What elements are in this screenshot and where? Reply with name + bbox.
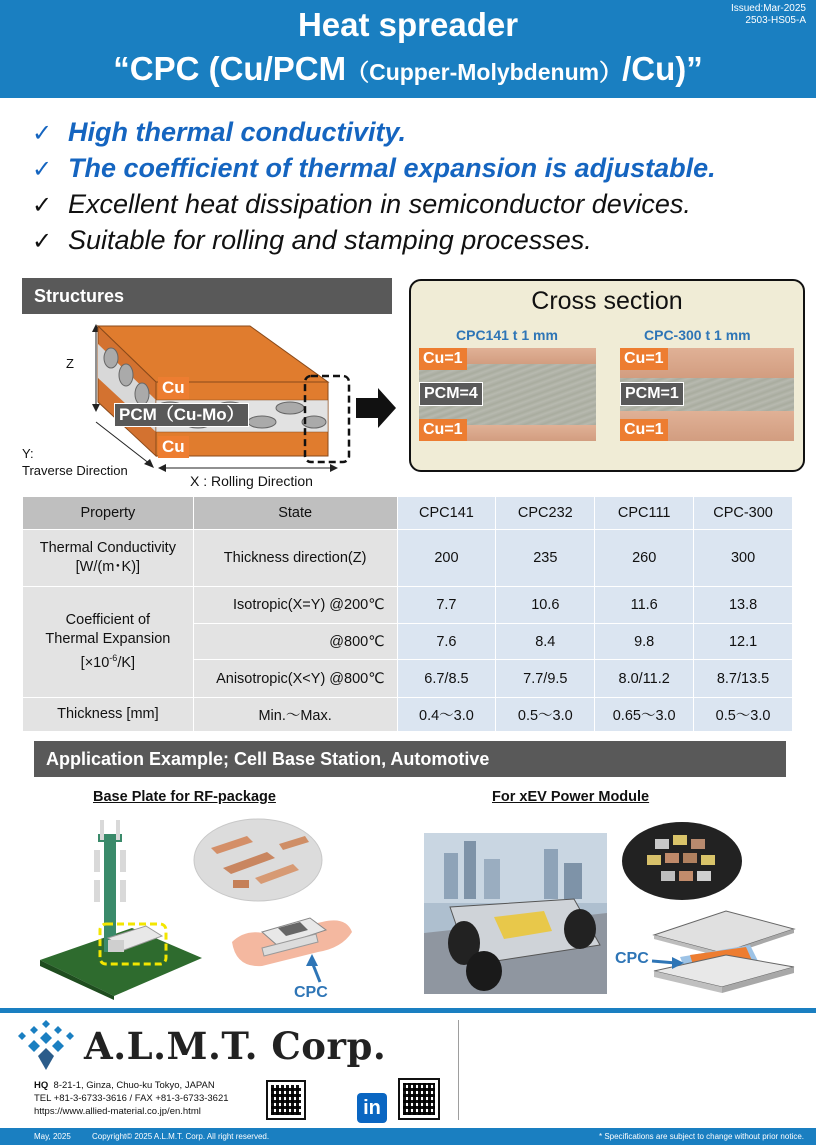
property-cell: Thickness [mm]: [23, 698, 194, 732]
cu-top-tag: Cu=1: [620, 348, 668, 370]
company-address: [34, 1079, 229, 1118]
cu-top-tag: Cu=1: [419, 348, 467, 370]
state-cell: Min.～Max.: [193, 698, 397, 732]
website-url: https://www.allied-material.co.jp/en.html: [34, 1106, 201, 1117]
property-text: Thermal Expansion: [45, 631, 171, 648]
cross-section-right: [620, 348, 794, 441]
company-name: A.L.M.T. Corp.: [84, 1024, 387, 1068]
grain: [119, 364, 133, 386]
grain: [276, 402, 304, 414]
feature-text: The coefficient of thermal expansion is adjustable.: [68, 153, 716, 183]
value-cell: 7.7: [397, 587, 496, 624]
x-arrow-head-left: [158, 464, 166, 472]
property-table: [22, 496, 793, 732]
value-cell: 11.6: [595, 587, 694, 624]
xev-module-subtitle: For xEV Power Module: [492, 789, 650, 805]
cu-bottom-tag: Cu=1: [620, 419, 668, 441]
cross-section-title: Cross section: [531, 287, 683, 315]
application-heading: Application Example; Cell Base Station, Automotive: [34, 741, 786, 777]
company-logo-icon: [16, 1020, 76, 1072]
cu-bottom-tag: Cu=1: [419, 419, 467, 441]
grain: [104, 348, 118, 368]
header-cell: State: [193, 497, 397, 530]
feature-item: [32, 186, 716, 222]
header-banner: [0, 0, 816, 98]
table-header-row: [23, 497, 793, 530]
value-cell: 13.8: [694, 587, 793, 624]
footer-vertical-divider: [458, 1020, 459, 1120]
pcm-tag: PCM（Cu-Mo）: [114, 403, 249, 427]
rf-parts-photo: [193, 818, 323, 902]
feature-list: [32, 114, 716, 258]
rf-package-subtitle: Base Plate for RF-package: [93, 789, 276, 805]
checkmark-icon: ✓: [32, 156, 53, 183]
table-row: [23, 530, 793, 587]
header-cell: Property: [23, 497, 194, 530]
value-cell: 0.4～3.0: [397, 698, 496, 732]
cross-section-panel: [409, 279, 805, 472]
value-cell: 12.1: [694, 624, 793, 660]
footer-date: May, 2025: [34, 1132, 71, 1141]
state-cell: Thickness direction(Z): [193, 530, 397, 587]
qr-code-icon[interactable]: [266, 1080, 306, 1120]
hq-label: HQ: [34, 1080, 49, 1091]
grain: [248, 416, 276, 428]
subtitle-part-b: （Cupper-Molybdenum）: [346, 59, 623, 85]
value-cell: 300: [694, 530, 793, 587]
x-axis-label: X : Rolling Direction: [190, 473, 313, 489]
xev-chassis-photo: [424, 833, 607, 994]
power-chips-photo: [621, 821, 743, 901]
power-module-drawing: [650, 905, 798, 1005]
table-row: [23, 698, 793, 732]
property-text: Coefficient of: [65, 612, 151, 629]
property-unit: $[\times 10^{-6}/K]$: [80, 653, 136, 671]
value-cell: 0.5～3.0: [694, 698, 793, 732]
value-cell: 7.7/9.5: [496, 660, 595, 698]
page-title: Heat spreader: [297, 6, 519, 43]
value-cell: 9.8: [595, 624, 694, 660]
property-cell: [23, 587, 194, 698]
cpc-callout-left: CPC: [294, 984, 328, 1001]
z-axis-label: Z: [66, 356, 74, 371]
sample-label-left: CPC141 t 1 mm: [456, 327, 558, 343]
feature-item: [32, 114, 716, 150]
cpc-callout-right: CPC: [615, 950, 649, 967]
sample-label-right: CPC-300 t 1 mm: [644, 327, 751, 343]
state-cell: Isotropic(X=Y) @200℃: [193, 587, 397, 624]
grain: [135, 383, 149, 405]
value-cell: 8.7/13.5: [694, 660, 793, 698]
property-unit: [W/(m･K)]: [75, 559, 141, 575]
header-cell: CPC-300: [694, 497, 793, 530]
rf-package-drawing: [222, 908, 362, 1008]
footer-bar: [0, 1128, 816, 1145]
value-cell: 10.6: [496, 587, 595, 624]
value-cell: 0.65～3.0: [595, 698, 694, 732]
linkedin-icon[interactable]: in: [357, 1093, 387, 1123]
issued-date: Issued:Mar-2025: [730, 3, 806, 14]
feature-text: High thermal conductivity.: [68, 117, 407, 147]
feature-item: [32, 222, 716, 258]
value-cell: 8.4: [496, 624, 595, 660]
footer-notice: * Specifications are subject to change without prior notice.: [598, 1132, 804, 1141]
value-cell: 6.7/8.5: [397, 660, 496, 698]
y-axis-desc: Traverse Direction: [22, 463, 128, 478]
pcm-tag: PCM=4: [419, 382, 483, 406]
feature-item: [32, 150, 716, 186]
cu-top-tag: Cu: [158, 377, 189, 399]
state-cell: @800℃: [193, 624, 397, 660]
footer-copyright: Copyright© 2025 A.L.M.T. Corp. All right reserved.: [92, 1132, 270, 1141]
header-cell: CPC232: [496, 497, 595, 530]
cell-tower-illustration: [34, 820, 204, 1000]
y-axis-label: Y:: [22, 446, 34, 461]
cu-bottom-tag: Cu: [158, 436, 189, 458]
property-cell: [23, 530, 194, 587]
checkmark-icon: ✓: [32, 192, 53, 219]
footer-divider: [0, 1008, 816, 1013]
value-cell: 200: [397, 530, 496, 587]
subtitle-part-a: “CPC (Cu/PCM: [113, 50, 347, 87]
document-number: 2503-HS05-A: [745, 15, 806, 26]
cross-section-left: [419, 348, 596, 441]
structures-heading: Structures: [22, 278, 392, 314]
value-cell: 0.5～3.0: [496, 698, 595, 732]
header-cell: CPC141: [397, 497, 496, 530]
feature-text: Excellent heat dissipation in semiconductor devices.: [68, 189, 691, 219]
page-subtitle: [0, 50, 816, 88]
state-cell: Anisotropic(X<Y) @800℃: [193, 660, 397, 698]
qr-code-icon[interactable]: [398, 1078, 440, 1120]
checkmark-icon: ✓: [32, 228, 53, 255]
pcm-tag: PCM=1: [620, 382, 684, 406]
header-cell: CPC111: [595, 497, 694, 530]
property-text: Thermal Conductivity: [39, 540, 176, 556]
x-arrow-head-right: [330, 464, 338, 472]
value-cell: 235: [496, 530, 595, 587]
value-cell: 8.0/11.2: [595, 660, 694, 698]
feature-text: Suitable for rolling and stamping processes.: [68, 225, 592, 255]
phone-fax: TEL +81-3-6733-3616 / FAX +81-3-6733-3621: [34, 1093, 229, 1104]
table-row: [23, 587, 793, 624]
checkmark-icon: ✓: [32, 120, 53, 147]
value-cell: 260: [595, 530, 694, 587]
z-arrow-head-bottom: [92, 404, 100, 412]
arrow-right-icon: [356, 388, 396, 428]
value-cell: 7.6: [397, 624, 496, 660]
tower-mast: [104, 840, 116, 952]
hq-address: 8-21-1, Ginza, Chuo-ku Tokyo, JAPAN: [53, 1080, 215, 1091]
subtitle-part-c: /Cu)”: [622, 50, 703, 87]
